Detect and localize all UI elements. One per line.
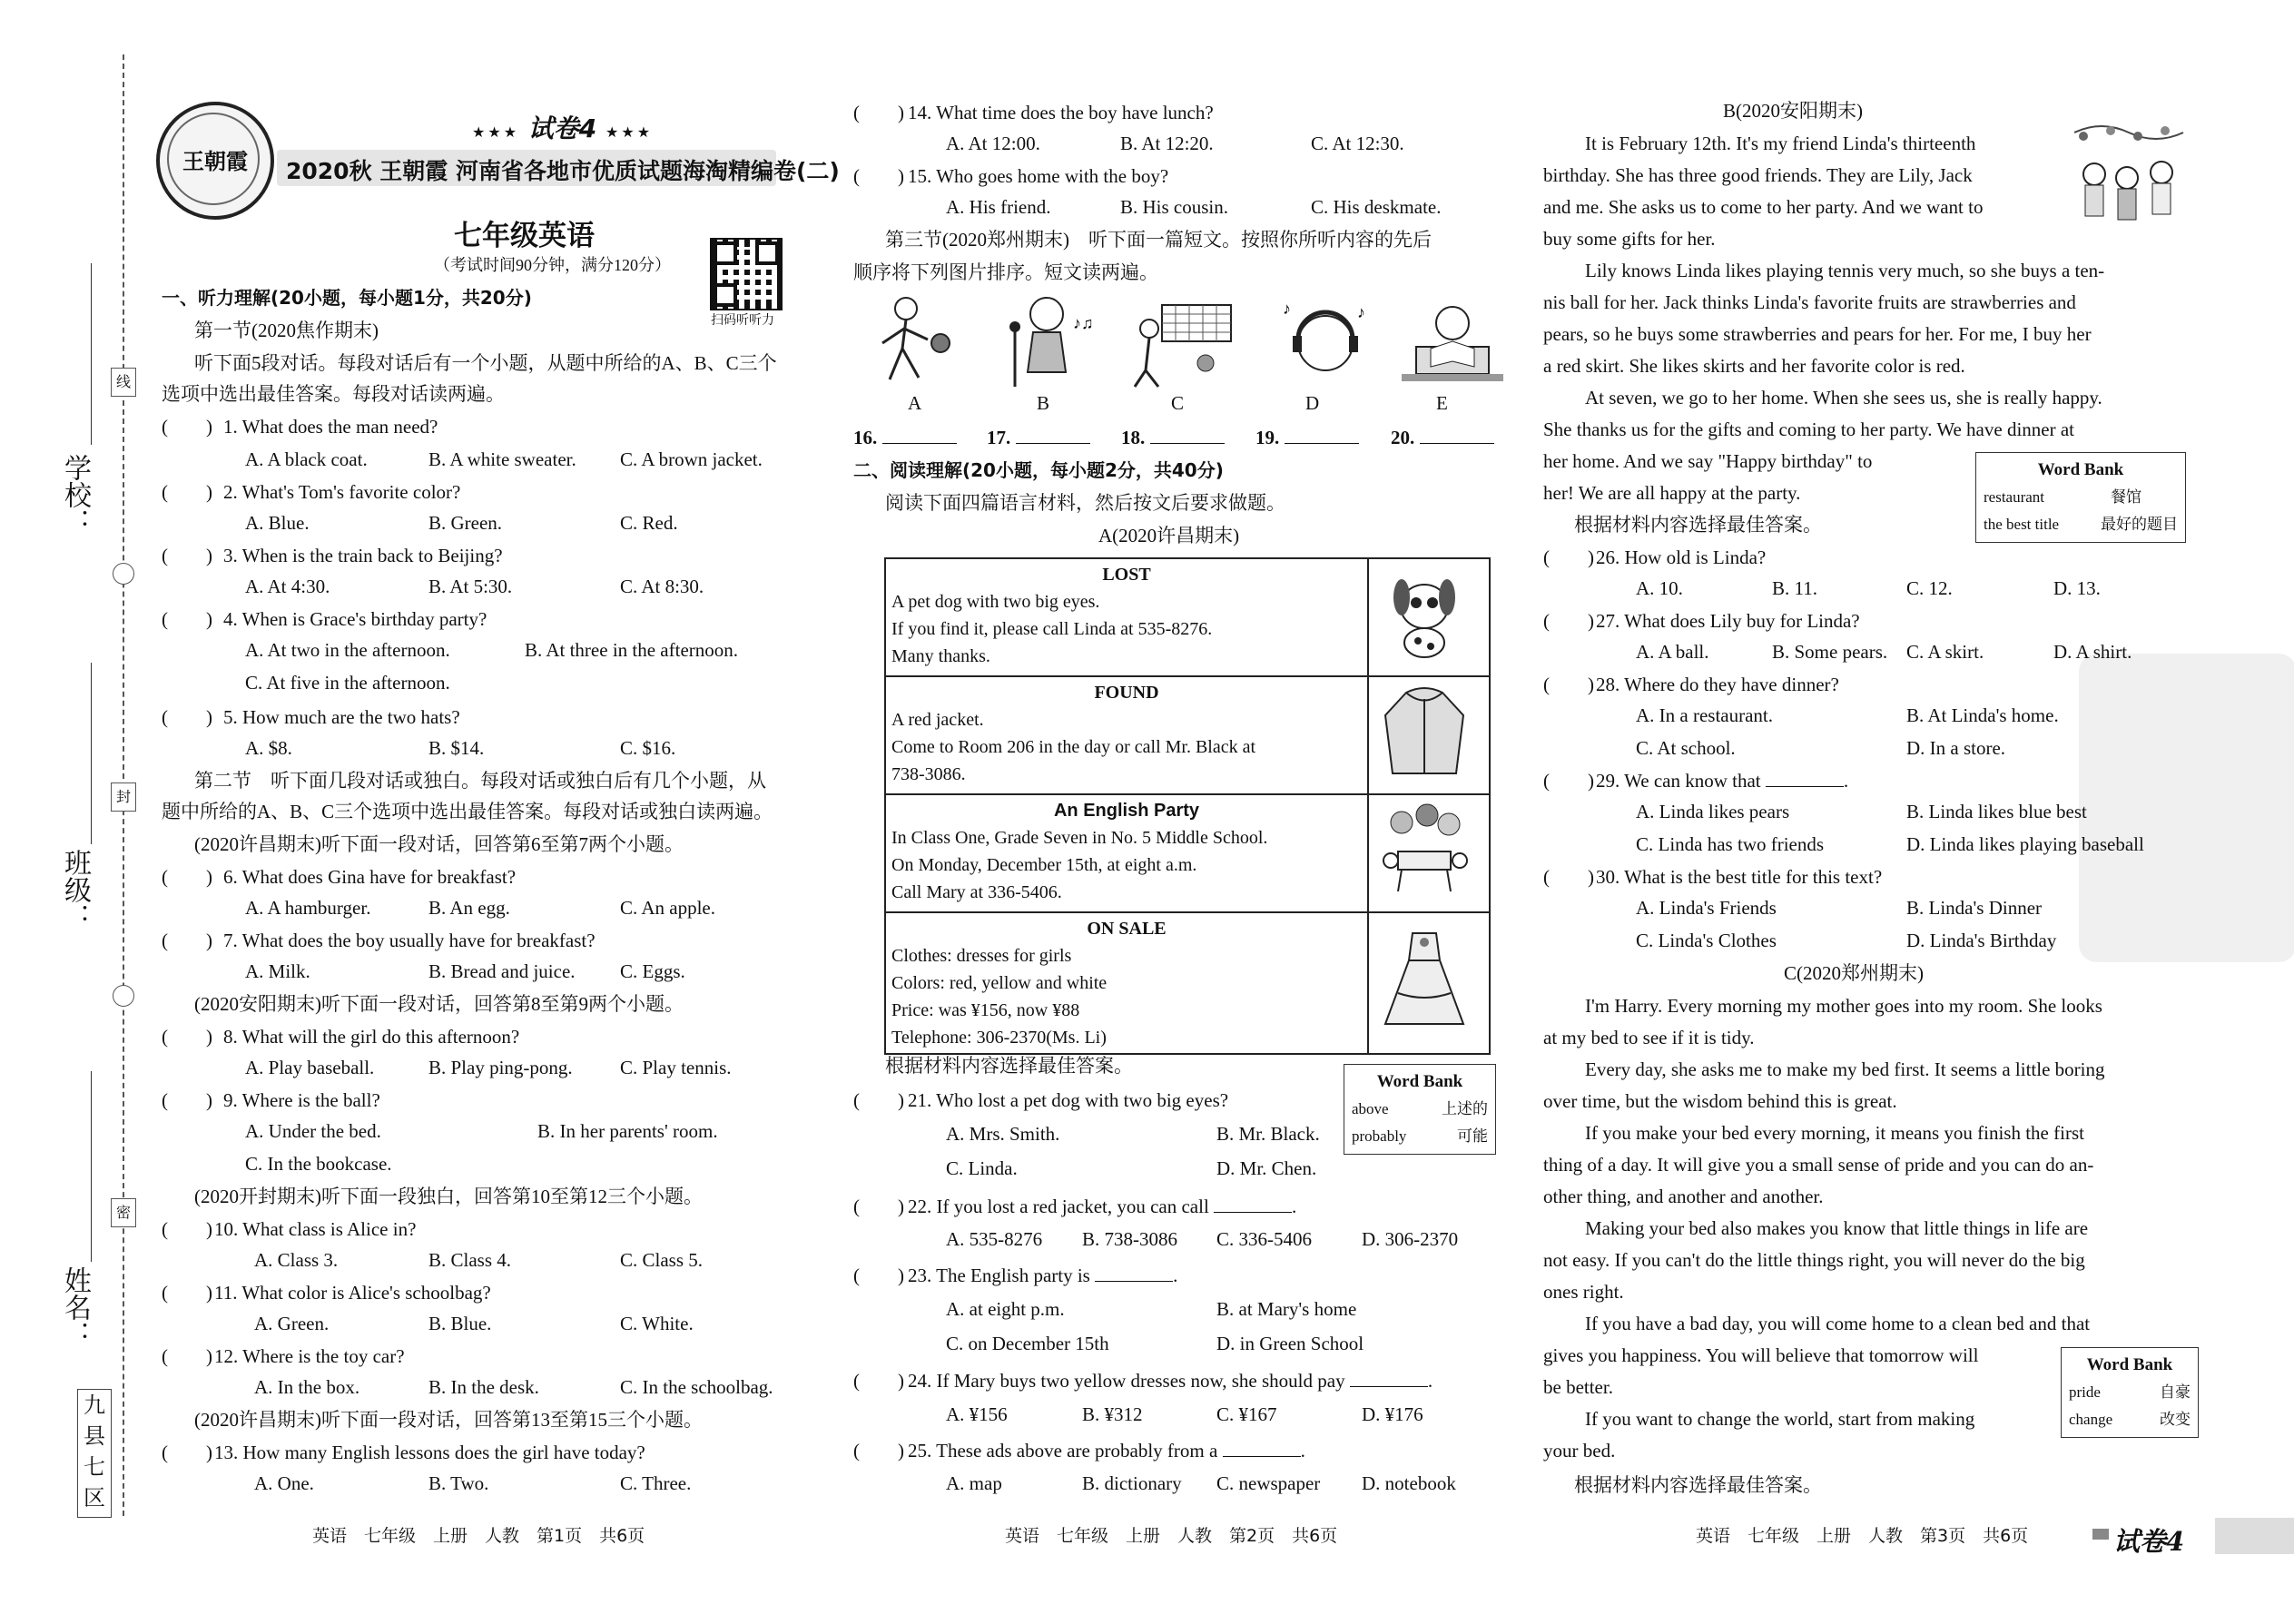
region-box [77, 1389, 112, 1518]
passage-b-line: her home. And we say "Happy birthday" to [1543, 450, 1873, 472]
option-b: B. $14. [428, 737, 485, 759]
region-char: 七 [84, 1454, 105, 1480]
option-b: B. At Linda's home. [1906, 704, 2059, 726]
intro-13-15: (2020许昌期末)听下面一段对话，回答第13至第15三个小题。 [194, 1409, 703, 1431]
option-b: B. An egg. [428, 897, 510, 919]
ad-line: Price: was ¥156, now ¥88 [891, 1000, 1080, 1020]
question-stem: 30. What is the best title for this text? [1596, 866, 1883, 888]
option-b: B. Blue. [428, 1313, 492, 1334]
picture-label: C [1171, 392, 1185, 414]
exam-info: （考试时间90分钟，满分120分） [434, 256, 671, 274]
option-c: C. Eggs. [620, 960, 685, 982]
ad-on-sale [885, 912, 1368, 1054]
part1-instruction: 听下面5段对话。每段对话后有一个小题，从题中所给的A、B、C三个 [194, 352, 777, 374]
word-bank-meaning: 最好的题目 [2101, 516, 2178, 533]
passage-c-line: be better. [1543, 1376, 1613, 1398]
option-a: A. 535-8276 [946, 1228, 1043, 1250]
option-c: C. At school. [1636, 737, 1736, 759]
picture-b-singing [997, 292, 1097, 392]
question-stem: 27. What does Lily buy for Linda? [1596, 610, 1860, 632]
option-c: C. ¥167 [1216, 1403, 1277, 1425]
answer-bracket[interactable]: ( ) [853, 1196, 904, 1217]
part1-title: 第一节(2020焦作期末) [194, 320, 379, 341]
part1-instruction: 选项中选出最佳答案。每段对话读两遍。 [162, 383, 505, 405]
option-c: C. Linda has two friends [1636, 833, 1825, 855]
question-stem: 10. What class is Alice in? [214, 1218, 417, 1240]
ad-line: Come to Room 206 in the day or call Mr. Black at [891, 737, 1256, 757]
option-c: C. Class 5. [620, 1249, 704, 1271]
answer-blank-16 [853, 425, 957, 450]
section2-instruction: 阅读下面四篇语言材料，然后按文后要求做题。 [885, 492, 1285, 514]
answer-bracket[interactable]: ( ) [1543, 610, 1594, 632]
passage-b-line: nis ball for her. Jack thinks Linda's favorite fruits are strawberries and [1543, 291, 2076, 313]
passage-c-line: ones right. [1543, 1281, 1624, 1303]
answer-bracket[interactable]: ( ) [162, 706, 212, 728]
ad-title: FOUND [1094, 683, 1159, 703]
answer-blank-17 [987, 425, 1090, 450]
answer-bracket[interactable]: ( ) [162, 1442, 212, 1463]
region-char: 九 [84, 1393, 105, 1418]
watermark-seal [2079, 654, 2294, 962]
picture-label: D [1305, 392, 1320, 414]
option-a: A. Green. [254, 1313, 330, 1334]
qr-code[interactable] [710, 238, 783, 310]
passage-b-line: At seven, we go to her home. When she sees us, she is really happy. [1585, 387, 2102, 408]
ad-line: Telephone: 306-2370(Ms. Li) [891, 1028, 1107, 1048]
footer-paper-label: 试卷4 [2113, 1526, 2185, 1557]
option-a: A. Blue. [245, 512, 310, 534]
word-bank-word: pride [2069, 1383, 2101, 1401]
passage-b-title: B(2020安阳期末) [1723, 100, 1863, 122]
option-a: A. A ball. [1636, 641, 1709, 663]
word-bank-meaning: 自豪 [2160, 1383, 2191, 1401]
option-c: C. 12. [1906, 577, 1953, 599]
word-bank-word: restaurant [1984, 488, 2045, 506]
word-bank-word: change [2069, 1411, 2113, 1428]
page2-footer: 英语 七年级 上册 人教 第2页 共6页 [1005, 1526, 1338, 1546]
option-b: B. Class 4. [428, 1249, 512, 1271]
option-b: B. Green. [428, 512, 503, 534]
answer-blank-19 [1255, 425, 1359, 450]
option-b: B. At 12:20. [1120, 133, 1214, 154]
question-stem: 26. How old is Linda? [1596, 546, 1767, 568]
option-c: C. newspaper [1216, 1472, 1321, 1494]
word-bank-meaning: 可能 [1457, 1127, 1488, 1145]
option-a: A. Mrs. Smith. [946, 1123, 1060, 1145]
option-c: C. An apple. [620, 897, 715, 919]
answer-bracket[interactable]: ( ) [162, 1089, 212, 1111]
blank-label: 18. [1121, 427, 1146, 448]
ad-line: In Class One, Grade Seven in No. 5 Middle School. [891, 828, 1268, 848]
option-a: A. A black coat. [245, 448, 368, 470]
blank-field[interactable] [1016, 443, 1090, 444]
ad-line: Many thanks. [891, 646, 990, 666]
ad-lost [885, 558, 1368, 676]
answer-bracket[interactable]: ( ) [853, 165, 904, 187]
option-c: C. Linda. [946, 1157, 1018, 1179]
answer-bracket[interactable]: ( ) [162, 1218, 212, 1240]
ad-line: A red jacket. [891, 710, 984, 730]
binding-char-xian: 线 [111, 368, 136, 397]
option-d: D. In a store. [1906, 737, 2006, 759]
question-stem: 12. Where is the toy car? [214, 1345, 405, 1367]
picture-d-listening [1275, 292, 1375, 392]
passage-c-line: gives you happiness. You will believe that tomorrow will [1543, 1344, 1979, 1366]
party-icon [1374, 797, 1474, 901]
option-d: D. ¥176 [1362, 1403, 1423, 1425]
blank-field[interactable] [882, 443, 957, 444]
section1-title: 一、听力理解(20小题，每小题1分，共20分) [162, 287, 532, 309]
option-c: C. Linda's Clothes [1636, 930, 1777, 951]
question-stem: 25. These ads above are probably from a . [908, 1440, 1305, 1462]
option-a: A. One. [254, 1472, 314, 1494]
blank-field[interactable] [1223, 1456, 1301, 1457]
passage-b-line: birthday. She has three good friends. They are Lily, Jack [1543, 164, 1973, 186]
word-bank-title: Word Bank [2086, 1355, 2173, 1374]
region-char: 区 [84, 1485, 105, 1511]
qr-caption: 扫码听听力 [711, 313, 774, 328]
option-b: B. His cousin. [1120, 196, 1229, 218]
option-a: A. ¥156 [946, 1403, 1008, 1425]
page1-footer: 英语 七年级 上册 人教 第1页 共6页 [312, 1526, 645, 1546]
option-d: D. 13. [2053, 577, 2101, 599]
ad-image-jacket [1368, 676, 1490, 794]
paper-label-text: 试卷4 [527, 113, 597, 143]
question-stem: 24. If Mary buys two yellow dresses now, she should pay . [908, 1370, 1433, 1392]
question-stem: 11. What color is Alice's schoolbag? [214, 1282, 491, 1304]
passage-c-title: C(2020郑州期末) [1784, 962, 1924, 984]
option-d: D. 306-2370 [1362, 1228, 1459, 1250]
option-c: C. His deskmate. [1311, 196, 1442, 218]
dress-icon [1374, 915, 1474, 1042]
ad-english-party [885, 794, 1368, 912]
footer-tab [2215, 1518, 2294, 1554]
option-a: A. At 12:00. [946, 133, 1040, 154]
passage-c-line: thing of a day. It will give you a small sense of pride and you can do an- [1543, 1154, 2094, 1176]
ad-image-dress [1368, 912, 1490, 1054]
part2-instruction: 题中所给的A、B、C三个选项中选出最佳答案。每段对话或独白读两遍。 [162, 801, 773, 822]
class-label: 班级： [59, 849, 91, 930]
option-a: A. Under the bed. [245, 1120, 381, 1142]
passage-c-line: other thing, and another and another. [1543, 1186, 1824, 1207]
paper-label [472, 109, 653, 145]
picture-c-volleyball [1126, 292, 1235, 392]
word-bank-word: probably [1352, 1127, 1407, 1145]
option-c: C. At 8:30. [620, 576, 704, 597]
option-b: B. ¥312 [1082, 1403, 1143, 1425]
ad-line: On Monday, December 15th, at eight a.m. [891, 855, 1197, 875]
ad-line: If you find it, please call Linda at 535-8276. [891, 619, 1213, 639]
question-stem: 8. What will the girl do this afternoon? [223, 1026, 520, 1048]
word-bank-word: above [1352, 1100, 1389, 1117]
passage-c-line: If you want to change the world, start from making [1585, 1408, 1975, 1430]
option-b: B. at Mary's home [1216, 1298, 1357, 1320]
question-stem: 9. Where is the ball? [223, 1089, 380, 1111]
class-field[interactable] [91, 663, 92, 844]
option-d: D. Mr. Chen. [1216, 1157, 1317, 1179]
choose-instruction-b: 根据材料内容选择最佳答案。 [1574, 514, 1822, 536]
passage-c-line: not easy. If you can't do the little things right, you will never do the big [1543, 1249, 2085, 1271]
option-b: B. In the desk. [428, 1376, 539, 1398]
ad-line: Colors: red, yellow and white [891, 973, 1108, 993]
answer-bracket[interactable]: ( ) [853, 1370, 904, 1392]
passage-c-line: over time, but the wisdom behind this is great. [1543, 1090, 1897, 1112]
answer-blank-18 [1121, 425, 1225, 450]
answer-bracket[interactable]: ( ) [853, 1440, 904, 1462]
answer-bracket[interactable]: ( ) [162, 1282, 212, 1304]
option-c: C. Play tennis. [620, 1057, 732, 1078]
blank-field[interactable] [1766, 786, 1844, 787]
question-stem: 29. We can know that . [1596, 770, 1849, 792]
option-a: A. Play baseball. [245, 1057, 375, 1078]
option-c: C. In the bookcase. [245, 1153, 392, 1175]
blank-field[interactable] [1350, 1386, 1428, 1387]
ad-line: A pet dog with two big eyes. [891, 592, 1100, 612]
option-b: B. At 5:30. [428, 576, 513, 597]
ad-image-party [1368, 794, 1490, 912]
option-b: B. Bread and juice. [428, 960, 576, 982]
option-c: C. A brown jacket. [620, 448, 763, 470]
passage-c-line: If you have a bad day, you will come home to a clean bed and that [1585, 1313, 2091, 1334]
question-stem: 2. What's Tom's favorite color? [223, 481, 461, 503]
part2-instruction: 第二节 听下面几段对话或独白。每段对话或独白后有几个小题，从 [194, 770, 766, 792]
school-field[interactable] [91, 263, 92, 445]
picture-label: A [908, 392, 922, 414]
word-bank-meaning: 上述的 [1442, 1100, 1488, 1117]
answer-bracket[interactable]: ( ) [853, 1089, 904, 1111]
part3-instruction: 顺序将下列图片排序。短文读两遍。 [853, 261, 1158, 283]
option-c: C. A skirt. [1906, 641, 1984, 663]
passage-c-line: If you make your bed every morning, it means you finish the first [1585, 1122, 2084, 1144]
passage-c-line: at my bed to see if it is tidy. [1543, 1027, 1755, 1048]
binding-hole [113, 563, 134, 585]
option-c: C. In the schoolbag. [620, 1376, 773, 1398]
option-b: B. Linda's Dinner [1906, 897, 2043, 919]
svg-text:♪♫: ♪♫ [1073, 314, 1094, 332]
option-a: A. In a restaurant. [1636, 704, 1774, 726]
choose-instruction-a: 根据材料内容选择最佳答案。 [885, 1055, 1133, 1077]
name-label: 姓名： [59, 1266, 91, 1348]
option-d: D. A shirt. [2053, 641, 2132, 663]
brand-name: 王朝霞 [182, 148, 248, 174]
word-bank-b [1975, 452, 2186, 543]
passage-b-line: and me. She asks us to come to her party. And we want to [1543, 196, 1984, 218]
passage-c-line: Making your bed also makes you know that little things in life are [1585, 1217, 2089, 1239]
word-bank-a [1344, 1064, 1496, 1155]
blank-label: 20. [1391, 427, 1415, 448]
passage-b-line: a red skirt. She likes skirts and her favorite color is red. [1543, 355, 1965, 377]
ad-image-dog [1368, 558, 1490, 676]
question-stem: 14. What time does the boy have lunch? [908, 102, 1214, 123]
question-stem: 28. Where do they have dinner? [1596, 674, 1839, 695]
answer-bracket[interactable]: ( ) [1543, 546, 1594, 568]
binding-char-feng: 封 [111, 782, 136, 812]
answer-bracket[interactable]: ( ) [162, 416, 212, 438]
option-a: A. Milk. [245, 960, 310, 982]
svg-text:♪: ♪ [1283, 300, 1291, 318]
option-b: B. 11. [1772, 577, 1817, 599]
picture-label: E [1436, 392, 1448, 414]
answer-bracket[interactable]: ( ) [853, 102, 904, 123]
ad-line: 738-3086. [891, 764, 966, 784]
option-a: A. His friend. [946, 196, 1051, 218]
section2-title: 二、阅读理解(20小题，每小题2分，共40分) [853, 459, 1224, 481]
question-stem: 3. When is the train back to Beijing? [223, 545, 503, 566]
option-a: A. Linda likes pears [1636, 801, 1790, 822]
blank-label: 16. [853, 427, 878, 448]
question-stem: 21. Who lost a pet dog with two big eyes? [908, 1089, 1229, 1111]
answer-blank-20 [1391, 425, 1494, 450]
option-a: A. 10. [1636, 577, 1683, 599]
question-stem: 23. The English party is . [908, 1265, 1178, 1286]
option-a: A. A hamburger. [245, 897, 371, 919]
intro-6-7: (2020许昌期末)听下面一段对话，回答第6至第7两个小题。 [194, 833, 684, 855]
option-a: A. at eight p.m. [946, 1298, 1065, 1320]
footer-deco-icon [2092, 1529, 2109, 1540]
blank-label: 17. [987, 427, 1011, 448]
answer-bracket[interactable]: ( ) [1543, 770, 1594, 792]
region-char: 县 [84, 1423, 105, 1449]
option-a: A. At 4:30. [245, 576, 330, 597]
option-b: B. Linda likes blue best [1906, 801, 2087, 822]
question-stem: 1. What does the man need? [223, 416, 438, 438]
star-icon: ★★★ [605, 123, 654, 141]
option-b: B. At three in the afternoon. [525, 639, 739, 661]
intro-10-12: (2020开封期末)听下面一段独白，回答第10至第12三个小题。 [194, 1186, 703, 1207]
ad-line: Clothes: dresses for girls [891, 946, 1072, 966]
option-b: B. 738-3086 [1082, 1228, 1177, 1250]
option-c: C. 336-5406 [1216, 1228, 1312, 1250]
answer-bracket[interactable]: ( ) [162, 608, 212, 630]
option-a: A. Linda's Friends [1636, 897, 1777, 919]
option-d: D. in Green School [1216, 1333, 1364, 1354]
answer-bracket[interactable]: ( ) [162, 866, 212, 888]
choose-instruction-c: 根据材料内容选择最佳答案。 [1574, 1474, 1822, 1496]
svg-text:♪: ♪ [1357, 303, 1365, 321]
blank-field[interactable] [1420, 443, 1494, 444]
series-banner [277, 150, 840, 186]
passage-b-line: She thanks us for the gifts and coming to her party. We have dinner at [1543, 418, 2074, 440]
option-a: A. In the box. [254, 1376, 360, 1398]
option-c: C. White. [620, 1313, 694, 1334]
picture-e-reading [1398, 292, 1507, 392]
passage-b-line: buy some gifts for her. [1543, 228, 1716, 250]
passage-c-line: your bed. [1543, 1440, 1616, 1462]
answer-bracket[interactable]: ( ) [162, 1345, 212, 1367]
word-bank-title: Word Bank [1376, 1072, 1463, 1091]
blank-label: 19. [1255, 427, 1280, 448]
answer-bracket[interactable]: ( ) [162, 481, 212, 503]
answer-bracket[interactable]: ( ) [1543, 674, 1594, 695]
option-d: D. Linda's Birthday [1906, 930, 2057, 951]
passage-b-line: Lily knows Linda likes playing tennis very much, so she buys a ten- [1585, 260, 2105, 281]
ad-title: ON SALE [1087, 919, 1167, 939]
ads-table [884, 557, 1491, 1055]
option-b: B. Two. [428, 1472, 489, 1494]
question-stem: 4. When is Grace's birthday party? [223, 608, 487, 630]
option-d: D. notebook [1362, 1472, 1456, 1494]
binding-hole [113, 985, 134, 1007]
option-b: B. Mr. Black. [1216, 1123, 1320, 1145]
question-stem: 7. What does the boy usually have for breakfast? [223, 930, 596, 951]
option-c: C. $16. [620, 737, 676, 759]
option-b: B. A white sweater. [428, 448, 576, 470]
series-title: 2020秋 王朝霞 河南省各地市优质试题海淘精编卷(二) [286, 158, 840, 184]
ad-found [885, 676, 1368, 794]
answer-bracket[interactable]: ( ) [162, 930, 212, 951]
blank-field[interactable] [1214, 1212, 1292, 1213]
option-b: B. Play ping-pong. [428, 1057, 573, 1078]
ad-line: Call Mary at 336-5406. [891, 882, 1062, 902]
word-bank-title: Word Bank [2037, 460, 2124, 479]
option-c: C. At 12:30. [1311, 133, 1404, 154]
option-b: B. dictionary [1082, 1472, 1182, 1494]
passage-c-line: I'm Harry. Every morning my mother goes into my room. She looks [1585, 995, 2102, 1017]
option-c: C. Three. [620, 1472, 692, 1494]
word-bank-c [2061, 1347, 2199, 1438]
answer-bracket[interactable]: ( ) [853, 1265, 904, 1286]
passage-b-line: It is February 12th. It's my friend Linda's thirteenth [1585, 133, 1976, 154]
ad-title: LOST [1102, 565, 1151, 585]
option-c: C. At five in the afternoon. [245, 672, 450, 694]
passage-b-line: her! We are all happy at the party. [1543, 482, 1801, 504]
option-a: A. Class 3. [254, 1249, 339, 1271]
ad-title: An English Party [1053, 801, 1200, 821]
option-d: D. Linda likes playing baseball [1906, 833, 2144, 855]
option-b: B. In her parents' room. [537, 1120, 718, 1142]
question-stem: 5. How much are the two hats? [223, 706, 460, 728]
school-label: 学校： [59, 454, 91, 536]
picture-friends-illustration [2074, 120, 2192, 247]
option-c: C. on December 15th [946, 1333, 1109, 1354]
subject-title: 七年级英语 [454, 220, 595, 252]
passage-a-title: A(2020许昌期末) [1098, 525, 1240, 546]
option-a: A. $8. [245, 737, 292, 759]
answer-bracket[interactable]: ( ) [162, 1026, 212, 1048]
dog-icon [1374, 561, 1474, 665]
page3-footer: 英语 七年级 上册 人教 第3页 共6页 [1696, 1526, 2029, 1546]
question-stem: 6. What does Gina have for breakfast? [223, 866, 517, 888]
brand-logo [156, 102, 274, 220]
question-stem: 15. Who goes home with the boy? [908, 165, 1169, 187]
blank-field[interactable] [1150, 443, 1225, 444]
picture-label: B [1037, 392, 1050, 414]
option-a: A. map [946, 1472, 1002, 1494]
question-stem: 22. If you lost a red jacket, you can call . [908, 1196, 1297, 1217]
option-a: A. At two in the afternoon. [245, 639, 450, 661]
word-bank-word: the best title [1984, 516, 2060, 533]
part3-instruction: 第三节(2020郑州期末) 听下面一篇短文。按照你所听内容的先后 [885, 229, 1432, 251]
picture-a-basketball [862, 292, 962, 392]
blank-field[interactable] [1095, 1281, 1173, 1282]
answer-bracket[interactable]: ( ) [1543, 866, 1594, 888]
intro-8-9: (2020安阳期末)听下面一段对话，回答第8至第9两个小题。 [194, 993, 684, 1015]
passage-b-line: pears, so he buys some strawberries and pears for her. For me, I buy her [1543, 323, 2092, 345]
binding-char-mi: 密 [111, 1198, 136, 1227]
option-c: C. Red. [620, 512, 678, 534]
blank-field[interactable] [1285, 443, 1359, 444]
jacket-icon [1374, 679, 1474, 783]
word-bank-meaning: 餐馆 [2111, 488, 2141, 506]
name-field[interactable] [91, 1071, 92, 1262]
answer-bracket[interactable]: ( ) [162, 545, 212, 566]
option-b: B. Some pears. [1772, 641, 1888, 663]
question-stem: 13. How many English lessons does the girl have today? [214, 1442, 645, 1463]
word-bank-meaning: 改变 [2160, 1411, 2191, 1428]
passage-c-line: Every day, she asks me to make my bed first. It seems a little boring [1585, 1058, 2105, 1080]
star-icon: ★★★ [472, 123, 520, 141]
